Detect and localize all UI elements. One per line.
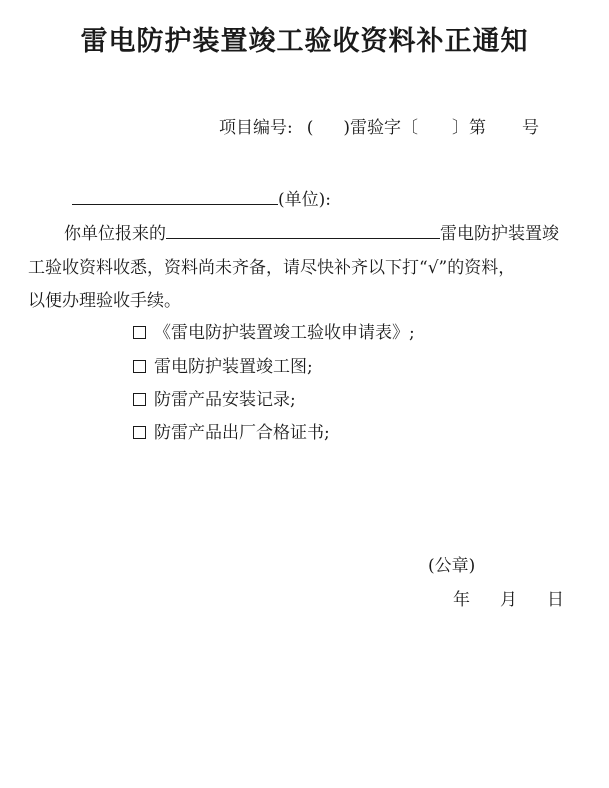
body-line-1 [64,220,559,246]
checkbox-icon[interactable] [133,326,146,339]
seal-label: (公章) [428,556,476,576]
project-name-blank[interactable] [166,220,440,239]
document-title: 雷电防护装置竣工验收资料补正通知 [80,26,529,57]
date-day-label: 日 [547,590,564,610]
bracket-close: 〕 [452,118,470,138]
seq-prefix: 第 [469,118,487,138]
checkbox-icon[interactable] [133,393,146,406]
checkbox-icon[interactable] [133,426,146,439]
seq-suffix: 号 [522,118,540,138]
body-line-2: 工验收资料收悉，资料尚未齐备，请尽快补齐以下打“√”的资料， [28,258,516,278]
body-line1-suffix: 雷电防护装置竣 [440,224,559,244]
date-year-label: 年 [453,590,470,610]
date-month-label: 月 [500,590,517,610]
body-line1-prefix: 你单位报来的 [64,224,166,244]
checklist-item [133,421,330,445]
checklist-item-label: 防雷产品出厂合格证书; [154,423,330,443]
reference-line [219,116,539,140]
checklist-item-label: 防雷产品安装记录; [154,390,296,410]
checklist-item-label: 雷电防护装置竣工图; [154,357,313,377]
checkbox-icon[interactable] [133,360,146,373]
unit-name-blank[interactable] [72,186,278,205]
paren-close: ) [343,118,351,138]
body-line-3: 以便办理验收手续。 [28,291,181,311]
project-no-label: 项目编号: [219,118,293,138]
checklist-item-label: 《雷电防护装置竣工验收申请表》; [154,323,415,343]
doc-word: 雷验字 [350,118,402,138]
unit-label: (单位): [278,190,331,210]
addressee-line [72,186,331,212]
date-line [453,588,564,612]
paren-open: ( [306,118,314,138]
checklist-item [133,355,313,379]
checklist-item [133,388,296,412]
checklist-item [133,321,415,345]
bracket-open: 〔 [401,118,419,138]
